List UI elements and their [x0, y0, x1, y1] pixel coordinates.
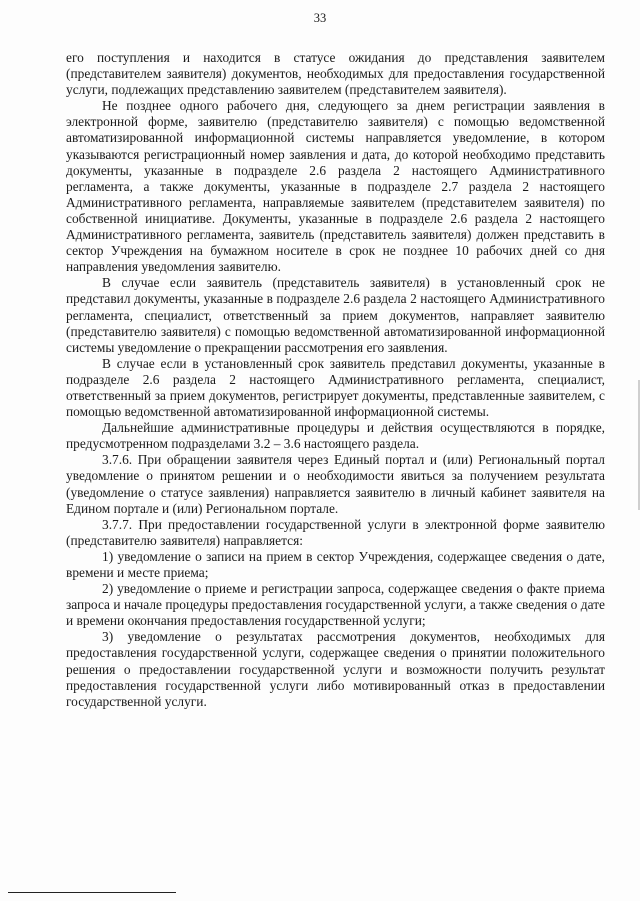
list-item-1: 1) уведомление о записи на прием в сектор Учреждения, содержащее сведения о дате, времени и месте приема; — [66, 548, 605, 580]
page-number: 33 — [313, 11, 327, 25]
paragraph-further-procedures: Дальнейшие административные процедуры и действия осуществляются в порядке, предусмотренном подразделами 3.2 – 3.6 настоящего раздела. — [66, 420, 605, 452]
list-item-3: 3) уведомление о результатах рассмотрения документов, необходимых для предоставления государственной услуги, содержащее сведения о принятии положительного решения о предоставлении государственной услуги и возможности получить результат предоставления государственной услуги либо мотивированный отказ в предоставлении государственной услуги. — [66, 629, 605, 709]
paragraph-notification-deadline: Не позднее одного рабочего дня, следующего за днем регистрации заявления в электронной форме, заявителю (представителю заявителя) с помощью ведомственной автоматизированной информационной системы направляется уведомление, в котором указываются регистрационный номер заявления и дата, до которой необходимо представить документы, указанные в подразделе 2.6 раздела 2 настоящего Административного регламента, а также документы, указанные в подразделе 2.7 раздела 2 настоящего Административного регламента, направляемые заявителем (представителем заявителя) по собственной инициативе. Документы, указанные в подразделе 2.6 раздела 2 настоящего Административного регламента, заявитель (представитель заявителя) должен представить в сектор Учреждения на бумажном носителе в срок не позднее 10 рабочих дней со дня направления уведомления заявителю. — [66, 98, 605, 275]
paragraph-documents-submitted: В случае если в установленный срок заявитель представил документы, указанные в подразделе 2.6 раздела 2 настоящего Административного регламента, специалист, ответственный за прием документов, регистрирует документы, представленные заявителем, с помощью ведомственной автоматизированной информационной системы. — [66, 355, 605, 420]
paragraph-3-7-6: 3.7.6. При обращении заявителя через Единый портал и (или) Региональный портал уведомление о принятом решении и о необходимости явиться за получением результата (уведомление о статусе заявления) направляется заявителю в личный кабинет заявителя на Едином портале и (или) Региональном портале. — [66, 452, 605, 516]
document-body — [66, 50, 605, 710]
paragraph-documents-not-submitted: В случае если заявитель (представитель заявителя) в установленный срок не представил документы, указанные в подразделе 2.6 раздела 2 настоящего Административного регламента, специалист, ответственный за прием документов, направляет заявителю (представителю заявителя) с помощью ведомственной автоматизированной информационной системы уведомление о прекращении рассмотрения его заявления. — [66, 275, 605, 355]
paragraph-continuation: его поступления и находится в статусе ожидания до представления заявителем (представителем заявителя) документов, необходимых для предоставления государственной услуги, подлежащих представлению заявителем (представителем заявителя). — [66, 50, 605, 98]
list-item-2: 2) уведомление о приеме и регистрации запроса, содержащее сведения о факте приема запроса и начале процедуры предоставления государственной услуги, а также сведения о дате и времени окончания предоставления государственной услуги; — [66, 581, 605, 629]
footer-rule — [8, 892, 176, 893]
paragraph-3-7-7: 3.7.7. При предоставлении государственной услуги в электронной форме заявителю (представителю заявителя) направляется: — [66, 516, 605, 548]
